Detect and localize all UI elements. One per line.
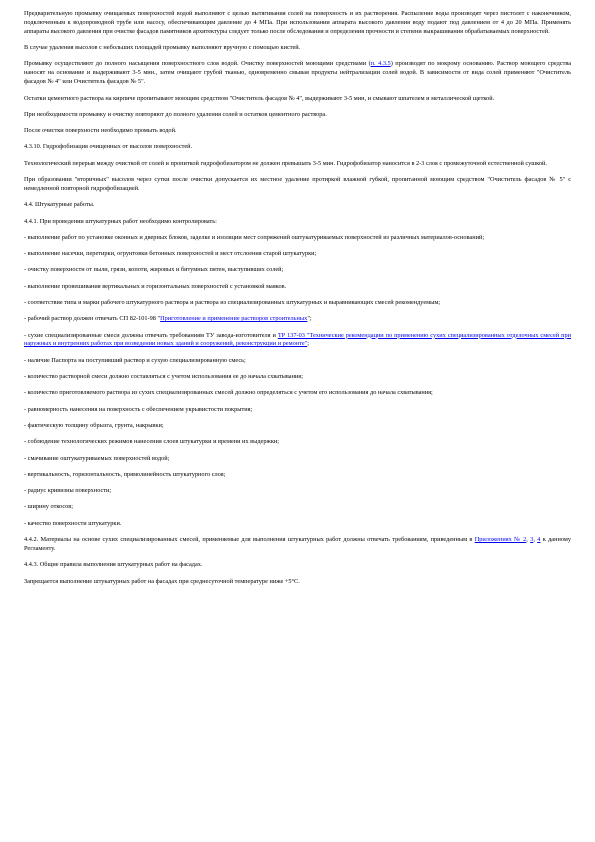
heading-4-4: 4.4. Штукатурные работы. — [24, 201, 95, 209]
list-item-mortar-quantity: - количество растворной смеси должно составляться с учетом использования ее до начала схватывания; — [24, 373, 303, 381]
paragraph-prewash: Предварительную промывку очищаемых поверхностей водой выполняют с целью вытягивания солей на поверхность и их растворения. Распыление воды производят через пистолет с наконечником, подключенным к водопроводной трубе или насосу, обеспечивающим давление до 4 МПа. При использовании аппарата высокого давления воду подают под давлением от 4 до 20 МПа. Применять аппараты высокого давления при очистке фасадов памятников архитектуры следует только после обследования и определения прочности и степени выкрашивания обрабатываемых поверхностей. — [24, 10, 571, 35]
list-item-window-blocks: - выполнение работ по установке оконных и дверных блоков, заделке и изоляции мест сопряжений оштукатуриваемых поверхностей из различных материалов-оснований; — [24, 233, 485, 241]
paragraph-4-4-2-sep-2: , — [533, 536, 538, 544]
paragraph-saturation-text-a: Промывку осуществляют до полного насыщения поверхностного слоя водой. Очистку поверхностей моющими средствами ( — [24, 60, 371, 68]
heading-4-4-3: 4.4.3. Общие правила выполнения штукатурных работ на фасадах. — [24, 561, 203, 569]
paragraph-temperature-limit: Запрещается выполнение штукатурных работ на фасадах при среднесуточной температуре ниже +5°С. — [24, 577, 300, 585]
paragraph-saturation — [24, 60, 571, 87]
heading-4-4-1: 4.4.1. При проведении штукатурных работ необходимо контролировать: — [24, 217, 217, 225]
paragraph-4-4-2-sep-1: , — [526, 536, 531, 544]
list-item-sp-82-101-98 — [24, 315, 571, 324]
list-item-dry-mixes-text-b: ; — [307, 340, 309, 348]
heading-4-3-10: 4.3.10. Гидрофобизация очищенных от высолов поверхностей. — [24, 143, 193, 151]
paragraph-cement-residue: Остатки цементного раствора на кирпиче пропитывают моющим средством "Очиститель фасадов № 4", выдерживают 3-5 мин, и смывают шпателем и металлической щеткой. — [24, 94, 495, 102]
list-item-slope-width: - ширину откосов; — [24, 503, 74, 511]
document-body — [24, 10, 571, 594]
link-section-4-3-5[interactable]: п. 4.3.5 — [370, 60, 391, 68]
paragraph-rinse: После очистки поверхности необходимо промыть водой. — [24, 127, 177, 135]
list-item-curvature: - радиус кривизны поверхности; — [24, 487, 112, 495]
list-item-dry-mixes — [24, 332, 571, 350]
list-item-cleaning: - очистку поверхности от пыли, грязи, копоти, жировых и битумных пятен, выступивших солей; — [24, 266, 284, 274]
paragraph-4-4-2 — [24, 536, 571, 554]
list-item-surface-quality: - качество поверхности штукатурки. — [24, 519, 122, 527]
paragraph-4-4-2-text-b: к данному Регламенту. — [24, 536, 572, 552]
link-appendix-3[interactable]: 3 — [530, 536, 534, 544]
paragraph-repeat-wash: При необходимости промывку и очистку повторяют до полного удаления солей и остатков цементного раствора. — [24, 110, 327, 118]
list-item-thickness: - фактическую толщину обрызга, грунта, накрывки; — [24, 421, 164, 429]
paragraph-4-4-2-text-a: 4.4.2. Материалы на основе сухих специализированных смесей, применяемые для выполнения штукатурных работ должны отвечать требованиям, приведенным в — [24, 536, 475, 544]
paragraph-saturation-text-b: ) производят по мокрому основанию. Раствор моющего средства наносят на основание и выдерживают 3-5 мин., затем очищают грубой тканью, одновременно смывая продукты нейтрализации солей водой. В зависимости от вида солей применяют "Очиститель фасадов № 4" или Очиститель фасадов № 5". — [24, 60, 572, 86]
list-item-sp-text-a: - рабочий раствор должен отвечать СП 82-101-98 " — [24, 315, 161, 323]
list-item-beacons: - выполнение провешивания вертикальных и горизонтальных поверхностей с установкой маяков. — [24, 282, 287, 290]
list-item-uniformity: - равномерность нанесения на поверхность с обеспечением укрывистости покрытия; — [24, 405, 253, 413]
list-item-tech-modes: - соблюдение технологических режимов нанесения слоев штукатурки и времени их выдержки; — [24, 438, 280, 446]
list-item-passport: - наличие Паспорта на поступивший раствор и сухую специализированную смесь; — [24, 356, 246, 364]
list-item-dry-mix-quantity: - количество приготовляемого раствора из сухих специализированных смесей должно определяться с учетом его использования до начала схватывания; — [24, 389, 433, 397]
link-mortar-standard[interactable]: Приготовление и применение растворов строительных — [160, 315, 308, 323]
paragraph-secondary-efflorescence: При образовании "вторичных" высолов через сутки после очистки допускается их местное удаление протиркой влажной губкой, пропитанной моющим средством "Очиститель фасадов № 5" с немедленной повторной гидрофобизацией. — [24, 176, 571, 192]
list-item-dry-mixes-text-a: - сухие специализированные смеси должны отвечать требованиям ТУ завода-изготовителя и — [24, 331, 278, 339]
list-item-notching: - выполнение насечки, перетирки, огрунтовки бетонных поверхностей и мест отслоения старой штукатурки; — [24, 250, 317, 258]
list-item-wetting: - смачивание оштукатуриваемых поверхностей водой; — [24, 454, 170, 462]
link-appendix-2[interactable]: Приложениях № 2 — [474, 536, 527, 544]
list-item-verticality: - вертикальность, горизонтальность, прямолинейность штукатурного слоя; — [24, 470, 226, 478]
list-item-mortar-type: - соответствие типа и марки рабочего штукатурного раствора и раствора из специализированных штукатурных и выравнивающих смесей рекомендуемым; — [24, 298, 441, 306]
paragraph-hydrophobic-break: Технологический перерыв между очисткой от солей и пропиткой гидрофобизатором не должен превышать 3-5 мин. Гидрофобизатор наносится в 2-3 слоя с промежуточной естественной сушкой. — [24, 159, 547, 167]
link-tr-137-03[interactable]: ТР 137-03 "Технические рекомендации по применению сухих специализированных отделочных смесей при наружных и внутренних работах при возведении новых зданий и сооружений, реконструкции и ремонте" — [24, 331, 571, 348]
link-appendix-4[interactable]: 4 — [537, 536, 541, 544]
list-item-sp-text-b: "; — [307, 315, 312, 323]
paragraph-manual-wash: В случае удаления высолов с небольших площадей промывку выполняют вручную с помощью кистей. — [24, 44, 301, 52]
